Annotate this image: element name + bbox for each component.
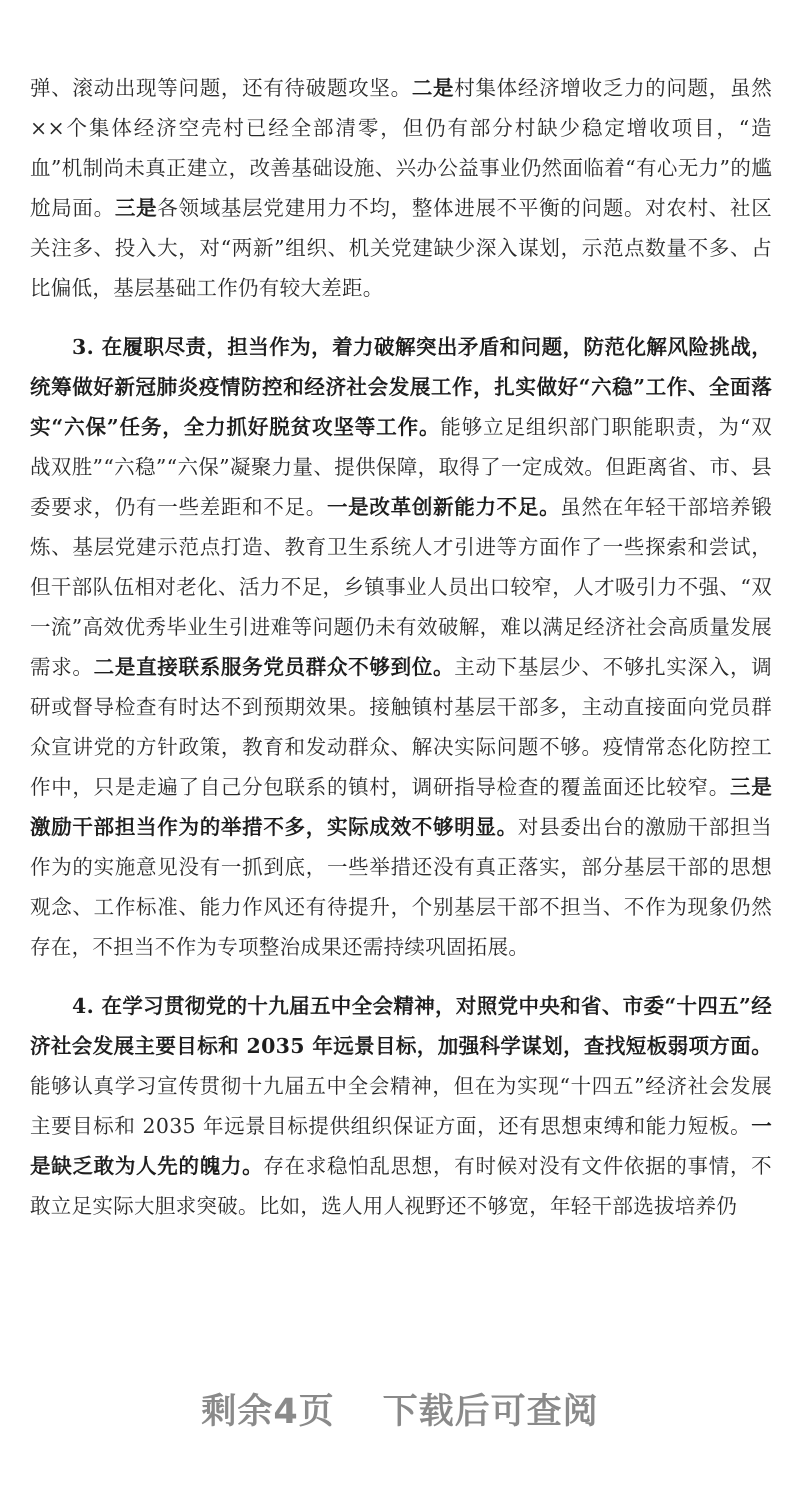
bold-text-run: 4. 在学习贯彻党的十九届五中全会精神，对照党中央和省、市委“十四五”经济社会发展主要目标和 2035 年远景目标，加强科学谋划，查找短板弱项方面。 [30, 994, 772, 1058]
text-run: 能够立足组织部门职能职责，为“双战双胜”“六稳”“六保”凝聚力量、提供保障，取得了一定成效。但距离省、市、县委要求，仍有一些差距和不足。 [30, 415, 772, 519]
bold-text-run: 三是 [114, 196, 158, 220]
remaining-pages-notice[interactable] [0, 1382, 800, 1442]
bold-text-run: 三是激励干部担当作为的举措不多，实际成效不够明显。 [30, 775, 772, 839]
paragraph-2 [30, 327, 772, 967]
paragraph-1 [30, 68, 772, 308]
paragraph-3 [30, 986, 772, 1226]
bold-text-run: 二是 [411, 76, 455, 100]
text-run: 各领域基层党建用力不均，整体进展不平衡的问题。对农村、社区关注多、投入大，对“两新”组织、机关党建缺少深入谋划，示范点数量不多、占比偏低，基层基础工作仍有较大差距。 [30, 196, 773, 300]
document-body [30, 68, 772, 1226]
bold-text-run: 一是改革创新能力不足。 [326, 495, 561, 519]
text-run: 村集体经济增收乏力的问题，虽然××个集体经济空壳村已经全部清零，但仍有部分村缺少稳定增收项目，“造血”机制尚未真正建立，改善基础设施、兴办公益事业仍然面临着“有心无力”的尴尬局面。 [30, 76, 773, 220]
text-run: 能够认真学习宣传贯彻十九届五中全会精神，但在为实现“十四五”经济社会发展主要目标和 2035 年远景目标提供组织保证方面，还有思想束缚和能力短板。 [30, 1074, 772, 1138]
bold-text-run: 3. 在履职尽责，担当作为，着力破解突出矛盾和问题，防范化解风险挑战，统筹做好新冠肺炎疫情防控和经济社会发展工作，扎实做好“六稳”工作、全面落实“六保”任务，全力抓好脱贫攻坚等工作。 [30, 335, 772, 439]
text-run: 存在求稳怕乱思想，有时候对没有文件依据的事情，不敢立足实际大胆求突破。比如，选人用人视野还不够宽，年轻干部选拔培养仍 [30, 1154, 772, 1218]
bold-text-run: 二是直接联系服务党员群众不够到位。 [93, 655, 455, 679]
download-to-view-label: 下载后可查阅 [382, 1392, 599, 1432]
text-run: 对县委出台的激励干部担当作为的实施意见没有一抓到底，一些举措还没有真正落实，部分基层干部的思想观念、工作标准、能力作风还有待提升，个别基层干部不担当、不作为现象仍然存在，不担当不作为专项整治成果还需持续巩固拓展。 [30, 815, 772, 959]
remaining-pages-label: 剩余4页 [201, 1392, 335, 1432]
text-run: 弹、滚动出现等问题，还有待破题攻坚。 [30, 76, 412, 100]
bold-text-run: 一是缺乏敢为人先的魄力。 [30, 1114, 772, 1178]
text-run: 虽然在年轻干部培养锻炼、基层党建示范点打造、教育卫生系统人才引进等方面作了一些探索和尝试，但干部队伍相对老化、活力不足，乡镇事业人员出口较窄，人才吸引力不强、“双一流”高效优秀毕业生引进难等问题仍未有效破解，难以满足经济社会高质量发展需求。 [30, 495, 772, 679]
text-run: 主动下基层少、不够扎实深入，调研或督导检查有时达不到预期效果。接触镇村基层干部多，主动直接面向党员群众宣讲党的方针政策，教育和发动群众、解决实际问题不够。疫情常态化防控工作中，只是走遍了自己分包联系的镇村，调研指导检查的覆盖面还比较窄。 [30, 655, 772, 799]
